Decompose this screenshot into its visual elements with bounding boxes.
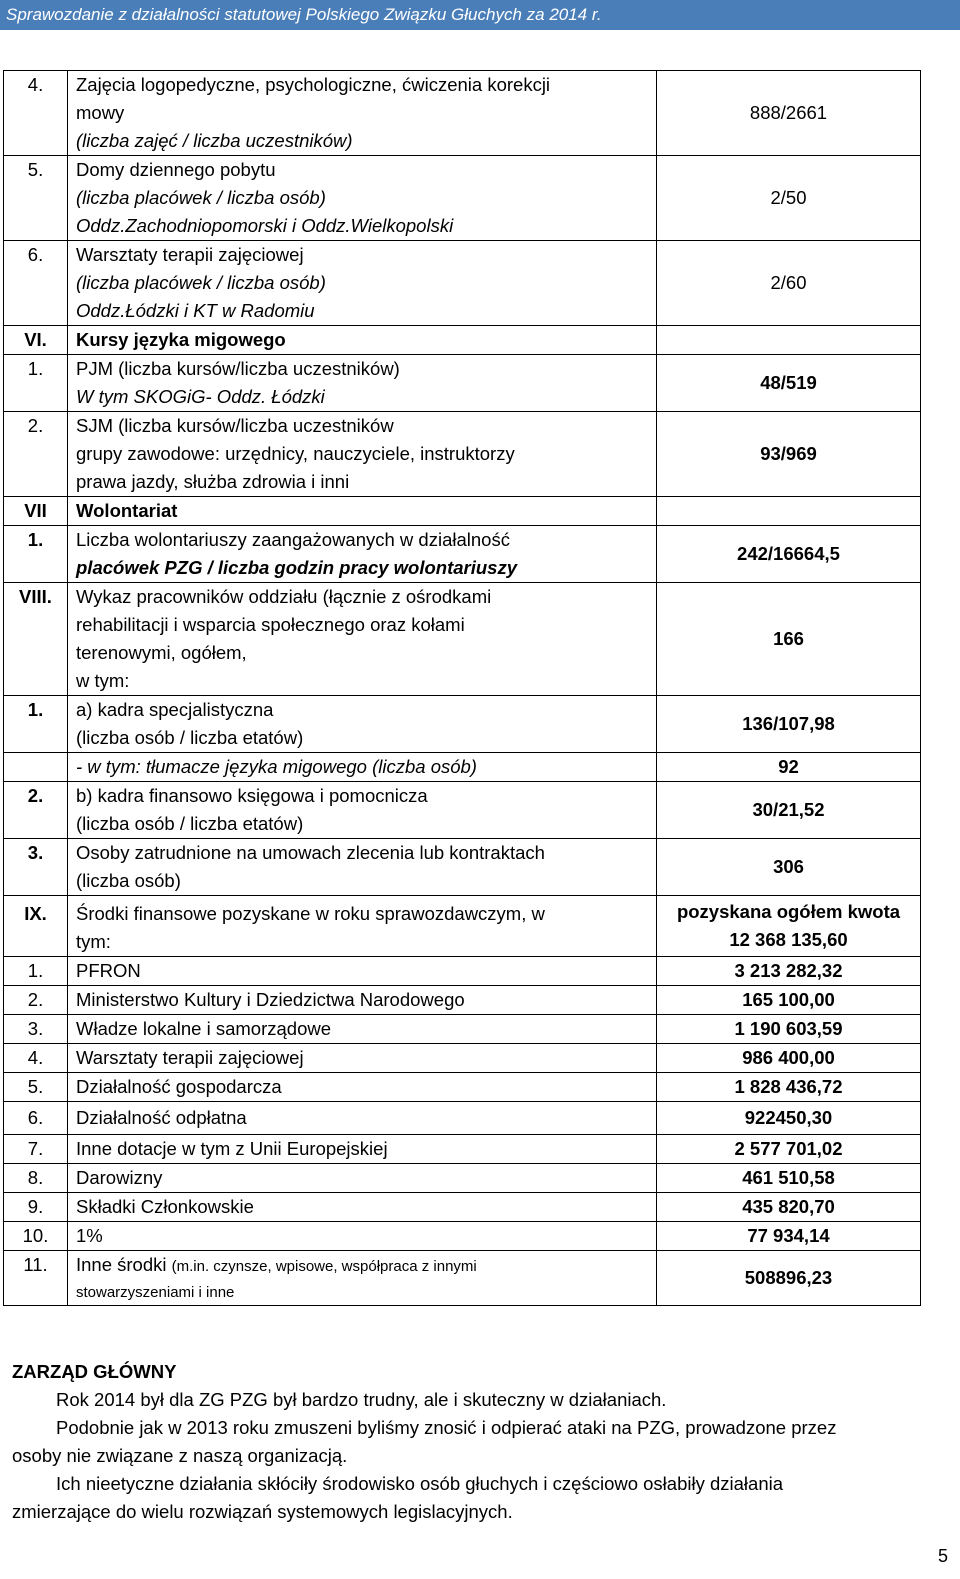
- table-row: 5. Działalność gospodarcza 1 828 436,72: [4, 1073, 921, 1102]
- row-value: 306: [657, 839, 921, 896]
- table-row: 8. Darowizny 461 510,58: [4, 1164, 921, 1193]
- row-value: 922450,30: [657, 1102, 921, 1135]
- table-row: 3. Władze lokalne i samorządowe 1 190 603,59: [4, 1015, 921, 1044]
- table-row: 7. Inne dotacje w tym z Unii Europejskiej 2 577 701,02: [4, 1135, 921, 1164]
- paragraph: Podobnie jak w 2013 roku zmuszeni byliśmy znosić i odpierać ataki na PZG, prowadzone przez: [56, 1417, 837, 1438]
- row-value: 93/969: [657, 412, 921, 497]
- page-number: 5: [937, 1546, 948, 1566]
- table-row: - w tym: tłumacze języka migowego (liczba osób) 92: [4, 753, 921, 782]
- report-table: [3, 70, 921, 1306]
- row-value: 1 190 603,59: [657, 1015, 921, 1044]
- table-row: 9. Składki Członkowskie 435 820,70: [4, 1193, 921, 1222]
- table-row: 11. Inne środki (m.in. czynsze, wpisowe, współpraca z innymi stowarzyszeniami i inne 508896,23: [4, 1251, 921, 1306]
- table-row: IX. Środki finansowe pozyskane w roku sprawozdawczym, w tym: pozyskana ogółem kwota 12 368 135,60: [4, 896, 921, 957]
- row-value: 461 510,58: [657, 1164, 921, 1193]
- section-heading: ZARZĄD GŁÓWNY: [12, 1361, 177, 1382]
- row-value: 2/60: [657, 241, 921, 326]
- board-section: [12, 1358, 932, 1526]
- table-row: 2. b) kadra finansowo księgowa i pomocnicza (liczba osób / liczba etatów) 30/21,52: [4, 782, 921, 839]
- table-row: 3. Osoby zatrudnione na umowach zlecenia lub kontraktach (liczba osób) 306: [4, 839, 921, 896]
- table-row: 10. 1% 77 934,14: [4, 1222, 921, 1251]
- table-row: 2. Ministerstwo Kultury i Dziedzictwa Narodowego 165 100,00: [4, 986, 921, 1015]
- row-value: 2 577 701,02: [657, 1135, 921, 1164]
- row-value: 77 934,14: [657, 1222, 921, 1251]
- paragraph: Rok 2014 był dla ZG PZG był bardzo trudny, ale i skuteczny w działaniach.: [56, 1389, 667, 1410]
- row-value: 508896,23: [657, 1251, 921, 1306]
- table-row: [4, 71, 921, 156]
- row-value: 92: [657, 753, 921, 782]
- row-value: 1 828 436,72: [657, 1073, 921, 1102]
- row-value: 3 213 282,32: [657, 957, 921, 986]
- row-value: 165 100,00: [657, 986, 921, 1015]
- table-row: 1. PFRON 3 213 282,32: [4, 957, 921, 986]
- table-row: 6. Działalność odpłatna 922450,30: [4, 1102, 921, 1135]
- table-row: 1. PJM (liczba kursów/liczba uczestników) W tym SKOGiG- Oddz. Łódzki 48/519: [4, 355, 921, 412]
- table-row: VIII. Wykaz pracowników oddziału (łącznie z ośrodkami rehabilitacji i wsparcia społecznego oraz kołami terenowymi, ogółem, w tym: 166: [4, 583, 921, 696]
- row-description: Zajęcia logopedyczne, psychologiczne, ćwiczenia korekcji mowy (liczba zajęć / liczba uczestników): [68, 71, 657, 156]
- table-row: 2. SJM (liczba kursów/liczba uczestników grupy zawodowe: urzędnicy, nauczyciele, instruktorzy prawa jazdy, służba zdrowia i inni 93/969: [4, 412, 921, 497]
- row-value: 2/50: [657, 156, 921, 241]
- table-row: 6. Warsztaty terapii zajęciowej (liczba placówek / liczba osób) Oddz.Łódzki i KT w Radomiu 2/60: [4, 241, 921, 326]
- table-row: 1. a) kadra specjalistyczna (liczba osób / liczba etatów) 136/107,98: [4, 696, 921, 753]
- row-value: 888/2661: [657, 71, 921, 156]
- row-value: pozyskana ogółem kwota 12 368 135,60: [657, 896, 921, 957]
- row-value: 242/16664,5: [657, 526, 921, 583]
- row-value: 30/21,52: [657, 782, 921, 839]
- paragraph: zmierzające do wielu rozwiązań systemowych legislacyjnych.: [12, 1501, 513, 1522]
- table-row: 1. Liczba wolontariuszy zaangażowanych w działalność placówek PZG / liczba godzin pracy wolontariuszy 242/16664,5: [4, 526, 921, 583]
- table-row: 4. Warsztaty terapii zajęciowej 986 400,00: [4, 1044, 921, 1073]
- table-row: VI. Kursy języka migowego: [4, 326, 921, 355]
- row-value: 136/107,98: [657, 696, 921, 753]
- paragraph: Ich nieetyczne działania skłóciły środowisko osób głuchych i częściowo osłabiły działania: [56, 1473, 784, 1494]
- page-header: Sprawozdanie z działalności statutowej Polskiego Związku Głuchych za 2014 r.: [0, 0, 960, 30]
- paragraph: osoby nie związane z naszą organizacją.: [12, 1445, 348, 1466]
- table-row: VII Wolontariat: [4, 497, 921, 526]
- row-value: 986 400,00: [657, 1044, 921, 1073]
- row-value: 48/519: [657, 355, 921, 412]
- row-number: 4.: [4, 71, 68, 156]
- row-value: 435 820,70: [657, 1193, 921, 1222]
- row-value: 166: [657, 583, 921, 696]
- table-row: 5. Domy dziennego pobytu (liczba placówek / liczba osób) Oddz.Zachodniopomorski i Oddz.Wielkopolski 2/50: [4, 156, 921, 241]
